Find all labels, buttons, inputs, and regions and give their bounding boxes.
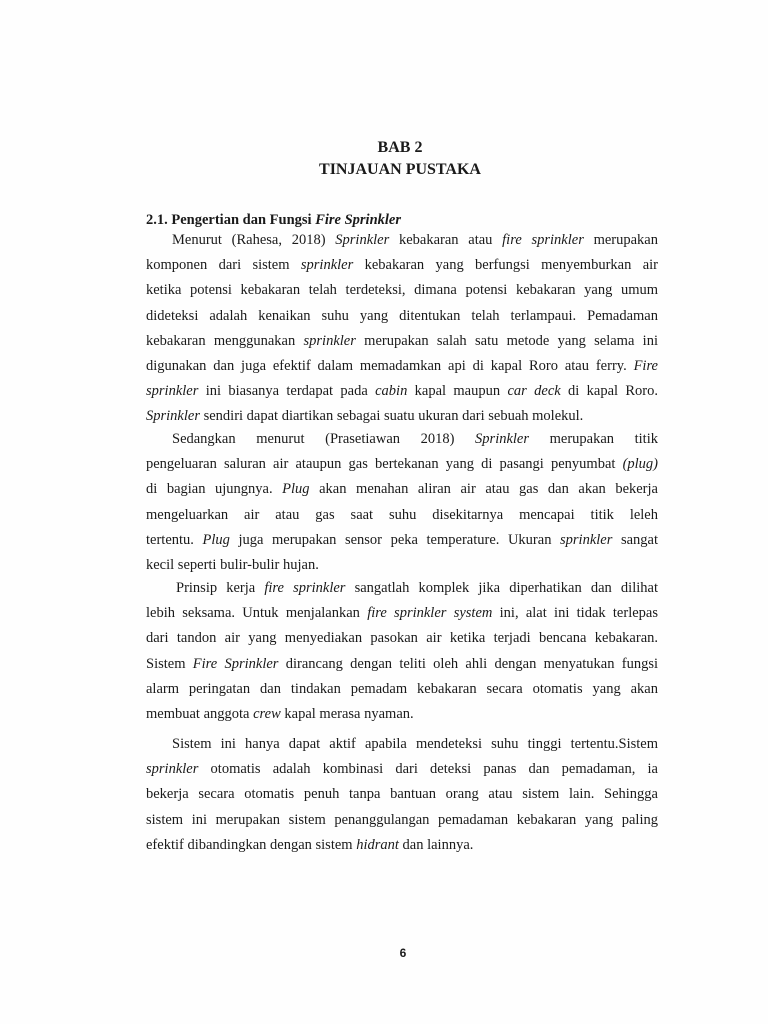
- italic-text: Plug: [202, 532, 230, 548]
- italic-text: Fire: [633, 358, 658, 374]
- text-segment: Sistem: [146, 656, 193, 672]
- text-segment: ketika potensi kebakaran telah terdeteksi, dimana potensi kebakaran yang umum: [146, 282, 658, 298]
- text-segment: mengeluarkan air atau gas saat suhu disekitarnya mencapai titik leleh: [146, 507, 658, 523]
- text-segment: membuat anggota: [146, 706, 254, 722]
- text-line: [172, 734, 658, 754]
- text-segment: Sedangkan menurut (Prasetiawan 2018): [172, 431, 476, 447]
- text-line: [146, 810, 658, 830]
- text-line: [146, 255, 658, 275]
- italic-text: sprinkler: [300, 257, 354, 273]
- italic-text: fire sprinkler: [502, 232, 584, 248]
- text-line: [146, 784, 658, 804]
- text-segment: dan lainnya.: [398, 837, 474, 853]
- text-segment: sistem ini merupakan sistem penanggulangan pemadaman kebakaran yang paling: [146, 812, 658, 828]
- text-segment: lebih seksama. Untuk menjalankan: [146, 605, 368, 621]
- text-segment: Prinsip kerja: [176, 580, 265, 596]
- section-number: 2.1.: [146, 212, 168, 228]
- text-line: [146, 654, 658, 674]
- italic-text: fire sprinkler: [264, 580, 346, 596]
- text-segment: tertentu.: [146, 532, 203, 548]
- italic-text: Fire Sprinkler: [192, 656, 279, 672]
- text-line: [146, 835, 658, 855]
- text-segment: pengeluaran saluran air ataupun gas bertekanan yang di pasangi penyumbat: [146, 456, 623, 472]
- section-title-italic: Fire Sprinkler: [315, 212, 401, 228]
- section-heading: [146, 210, 401, 230]
- text-line: [146, 530, 658, 550]
- italic-text: hidrant: [356, 837, 399, 853]
- text-line: [146, 280, 658, 300]
- text-line: [146, 759, 658, 779]
- italic-text: crew: [253, 706, 281, 722]
- italic-text: sprinkler: [560, 532, 613, 548]
- text-segment: juga merupakan sensor peka temperature. Ukuran: [229, 532, 561, 548]
- text-segment: ini, alat ini tidak terlepas: [492, 605, 658, 621]
- text-segment: kebakaran menggunakan: [146, 333, 304, 349]
- text-line: [146, 679, 658, 699]
- text-segment: ini biasanya terdapat pada: [198, 383, 376, 399]
- text-segment: kebakaran yang berfungsi menyemburkan air: [353, 257, 658, 273]
- text-line: [146, 356, 658, 376]
- text-line: [146, 603, 658, 623]
- text-segment: sangat: [612, 532, 658, 548]
- text-line: [146, 454, 658, 474]
- text-line: [146, 406, 658, 426]
- italic-text: car deck: [507, 383, 561, 399]
- italic-text: sprinkler: [303, 333, 356, 349]
- text-line: [172, 429, 658, 449]
- text-line: [146, 704, 658, 724]
- italic-text: Sprinkler: [146, 408, 200, 424]
- text-segment: otomatis adalah kombinasi dari deteksi panas dan pemadaman, ia: [198, 761, 658, 777]
- text-line: [146, 306, 658, 326]
- italic-text: fire sprinkler system: [367, 605, 493, 621]
- text-segment: di bagian ujungnya.: [146, 481, 283, 497]
- text-segment: di kapal Roro.: [560, 383, 658, 399]
- text-segment: bekerja secara otomatis penuh tanpa bantuan orang atau sistem lain. Sehingga: [146, 786, 658, 802]
- text-line: [176, 578, 658, 598]
- chapter-number: BAB 2: [377, 139, 423, 156]
- text-segment: dideteksi adalah kenaikan suhu yang ditentukan telah terlampaui. Pemadaman: [146, 308, 658, 324]
- text-segment: akan menahan aliran air atau gas dan akan bekerja: [309, 481, 658, 497]
- italic-text: sprinkler: [146, 761, 199, 777]
- text-segment: merupakan: [583, 232, 658, 248]
- text-segment: Menurut (Rahesa, 2018): [172, 232, 336, 248]
- text-segment: kapal maupun: [407, 383, 508, 399]
- text-line: [146, 628, 658, 648]
- text-segment: kecil seperti bulir-bulir hujan.: [146, 557, 319, 573]
- text-segment: efektif dibandingkan dengan sistem: [146, 837, 357, 853]
- italic-text: Plug: [282, 481, 310, 497]
- text-line: [146, 331, 658, 351]
- italic-text: (plug): [622, 456, 658, 472]
- text-line: [146, 505, 658, 525]
- italic-text: sprinkler: [146, 383, 199, 399]
- text-segment: kebakaran atau: [389, 232, 503, 248]
- italic-text: Sprinkler: [335, 232, 390, 248]
- text-line: [172, 230, 658, 250]
- text-segment: alarm peringatan dan tindakan pemadam kebakaran secara otomatis yang akan: [146, 681, 658, 697]
- text-segment: kapal merasa nyaman.: [280, 706, 414, 722]
- italic-text: Sprinkler: [475, 431, 530, 447]
- text-segment: dari tandon air yang menyediakan pasokan air ketika terjadi bencana kebakaran.: [146, 630, 658, 646]
- text-segment: sangatlah komplek jika diperhatikan dan dilihat: [345, 580, 658, 596]
- text-line: [146, 479, 658, 499]
- text-segment: merupakan titik: [529, 431, 658, 447]
- text-line: [146, 555, 658, 575]
- text-segment: komponen dari sistem: [146, 257, 301, 273]
- chapter-title: TINJAUAN PUSTAKA: [319, 161, 481, 178]
- text-segment: Sistem ini hanya dapat aktif apabila mendeteksi suhu tinggi tertentu.Sistem: [172, 736, 658, 752]
- section-title: Pengertian dan Fungsi: [171, 212, 312, 228]
- text-line: [146, 381, 658, 401]
- text-segment: sendiri dapat diartikan sebagai suatu ukuran dari sebuah molekul.: [199, 408, 584, 424]
- italic-text: cabin: [375, 383, 408, 399]
- text-segment: digunakan dan juga efektif dalam memadamkan api di kapal Roro atau ferry.: [146, 358, 634, 374]
- text-segment: merupakan salah satu metode yang selama ini: [355, 333, 658, 349]
- page-number: 6: [399, 946, 407, 960]
- text-segment: dirancang dengan teliti oleh ahli dengan menyatukan fungsi: [278, 656, 658, 672]
